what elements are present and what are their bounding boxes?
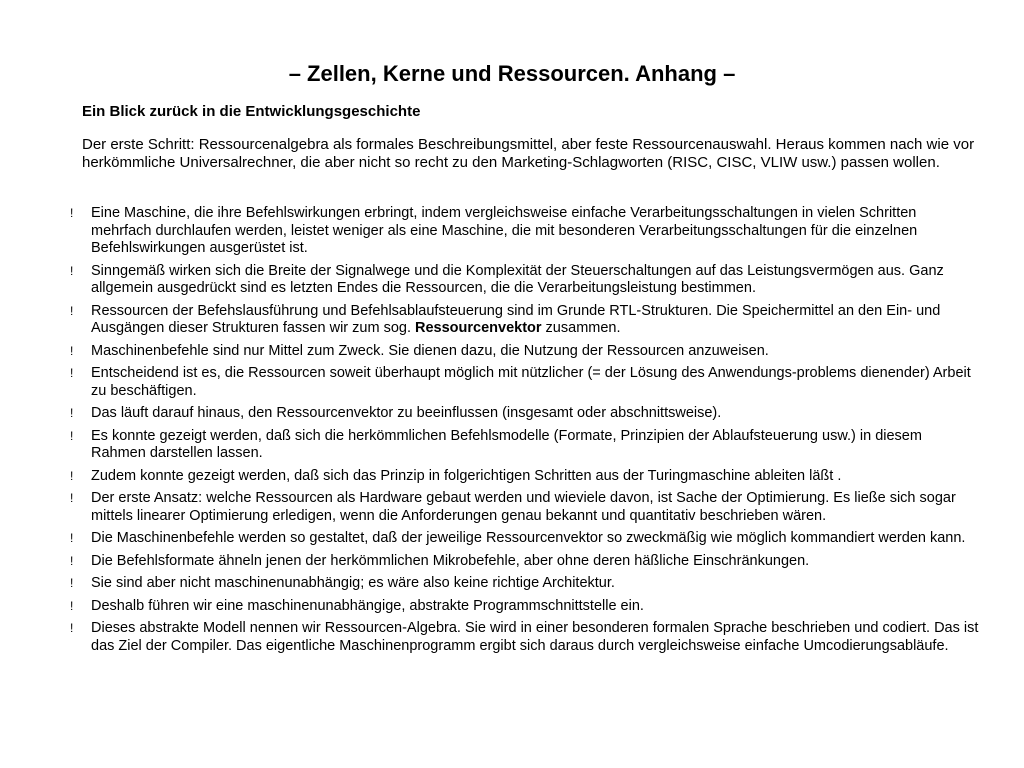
- bullet-item: [70, 365, 980, 400]
- bullet-marker-icon: !: [70, 576, 74, 590]
- bullet-text: Das läuft darauf hinaus, den Ressourcenvektor zu beeinflussen (insgesamt oder abschnittsweise).: [91, 405, 722, 421]
- bullet-marker-icon: !: [70, 406, 74, 420]
- bullet-bold-term: Ressourcenvektor: [415, 320, 542, 336]
- bullet-text: Eine Maschine, die ihre Befehlswirkungen erbringt, indem vergleichsweise einfache Verarbeitungsschaltungen in vielen Schritten mehrfach durchlaufen werden, leistet weniger als eine Maschine, die mit besonderen Verarbeitungsschaltungen für die einzelnen Befehlswirkungen ausgerüstet ist.: [91, 205, 918, 256]
- bullet-marker-icon: !: [70, 428, 74, 443]
- bullet-text: Dieses abstrakte Modell nennen wir Ressourcen-Algebra. Sie wird in einer besonderen formalen Sprache beschrieben und codiert. Das ist das Ziel der Compiler. Das eigentliche Maschinenprogramm ergibt sich daraus durch vergleichsweise einfache Umcodierungsabläufe.: [91, 620, 979, 654]
- bullet-marker-icon: !: [70, 343, 74, 358]
- bullet-item: [70, 205, 980, 258]
- bullet-text-before: Ressourcen der Befehslausführung und Befehlsablaufsteuerung sind im Grunde RTL-Strukturen. Die Speichermittel an den Ein- und Ausgängen dieser Strukturen fassen wir zum sog.: [91, 302, 941, 336]
- page-title: – Zellen, Kerne und Ressourcen. Anhang –: [288, 61, 736, 86]
- bullet-marker-icon: !: [70, 531, 74, 545]
- bullet-item: [70, 405, 980, 423]
- bullet-item: [70, 598, 980, 616]
- bullet-item: [70, 490, 980, 525]
- bullet-item: [70, 468, 980, 486]
- bullet-item: [70, 263, 980, 298]
- bullet-marker-icon: !: [70, 598, 74, 613]
- bullet-text: Sinngemäß wirken sich die Breite der Signalwege und die Komplexität der Steuerschaltungen auf das Leistungsvermögen aus. Ganz allgemein ausgedrückt sind es letzten Endes die Ressourcen, die die Verarbeitungsleistung bestimmen.: [91, 262, 944, 296]
- bullet-text: Der erste Ansatz: welche Ressourcen als Hardware gebaut werden und wieviele davon, ist Sache der Optimierung. Es ließe sich sogar mittels linearer Optimierung erledigen, wenn die Anforderungen genau bekannt und quantitativ beschrieben wären.: [91, 490, 956, 524]
- bullet-text: Zudem konnte gezeigt werden, daß sich das Prinzip in folgerichtigen Schritten aus der Turingmaschine ableiten läßt .: [91, 467, 842, 484]
- bullet-marker-icon: !: [70, 263, 74, 278]
- bullet-marker-icon: !: [70, 491, 74, 505]
- bullet-item: [70, 553, 980, 571]
- bullet-text: Sie sind aber nicht maschinenunabhängig; es wäre also keine richtige Architektur.: [91, 575, 615, 591]
- bullet-text: Die Maschinenbefehle werden so gestaltet, daß der jeweilige Ressourcenvektor so zweckmäßig wie möglich kommandiert werden kann.: [91, 530, 966, 546]
- bullet-item: [70, 575, 980, 593]
- bullet-marker-icon: !: [70, 621, 74, 635]
- bullet-text-after: zusammen.: [541, 320, 621, 336]
- bullet-text: Es konnte gezeigt werden, daß sich die herkömmlichen Befehlsmodelle (Formate, Prinzipien der Ablaufsteuerung usw.) in diesem Rahmen darstellen lassen.: [91, 427, 922, 461]
- bullet-item: [70, 620, 980, 655]
- bullet-text: Die Befehlsformate ähneln jenen der herkömmlichen Mikrobefehle, aber ohne deren häßliche Einschränkungen.: [91, 552, 810, 569]
- bullet-marker-icon: !: [70, 468, 74, 483]
- bullet-item: [70, 428, 980, 463]
- bullet-item: [70, 343, 980, 361]
- intro-paragraph: Der erste Schritt: Ressourcenalgebra als formales Beschreibungsmittel, aber feste Ressourcenauswahl. Heraus kommen nach wie vor herkömmliche Universalrechner, die aber nicht so recht zu den Marketing-Schlagworten (RISC, CISC, VLIW usw.) passen wollen.: [82, 136, 975, 171]
- bullet-marker-icon: !: [70, 553, 74, 568]
- bullet-marker-icon: !: [70, 366, 74, 380]
- bullet-text: Entscheidend ist es, die Ressourcen soweit überhaupt möglich mit nützlicher (= der Lösung des Anwendungs-problems dienender) Arbeit zu beschäftigen.: [91, 365, 971, 399]
- bullet-marker-icon: !: [70, 303, 74, 318]
- section-subtitle: Ein Blick zurück in die Entwicklungsgeschichte: [82, 103, 421, 120]
- bullet-item: [70, 530, 980, 548]
- bullet-marker-icon: !: [70, 206, 74, 220]
- bullet-list: [70, 205, 980, 660]
- bullet-text: Deshalb führen wir eine maschinenunabhängige, abstrakte Programmschnittstelle ein.: [91, 597, 644, 614]
- bullet-text: Maschinenbefehle sind nur Mittel zum Zweck. Sie dienen dazu, die Nutzung der Ressourcen anzuweisen.: [91, 342, 769, 359]
- bullet-item: [70, 303, 980, 338]
